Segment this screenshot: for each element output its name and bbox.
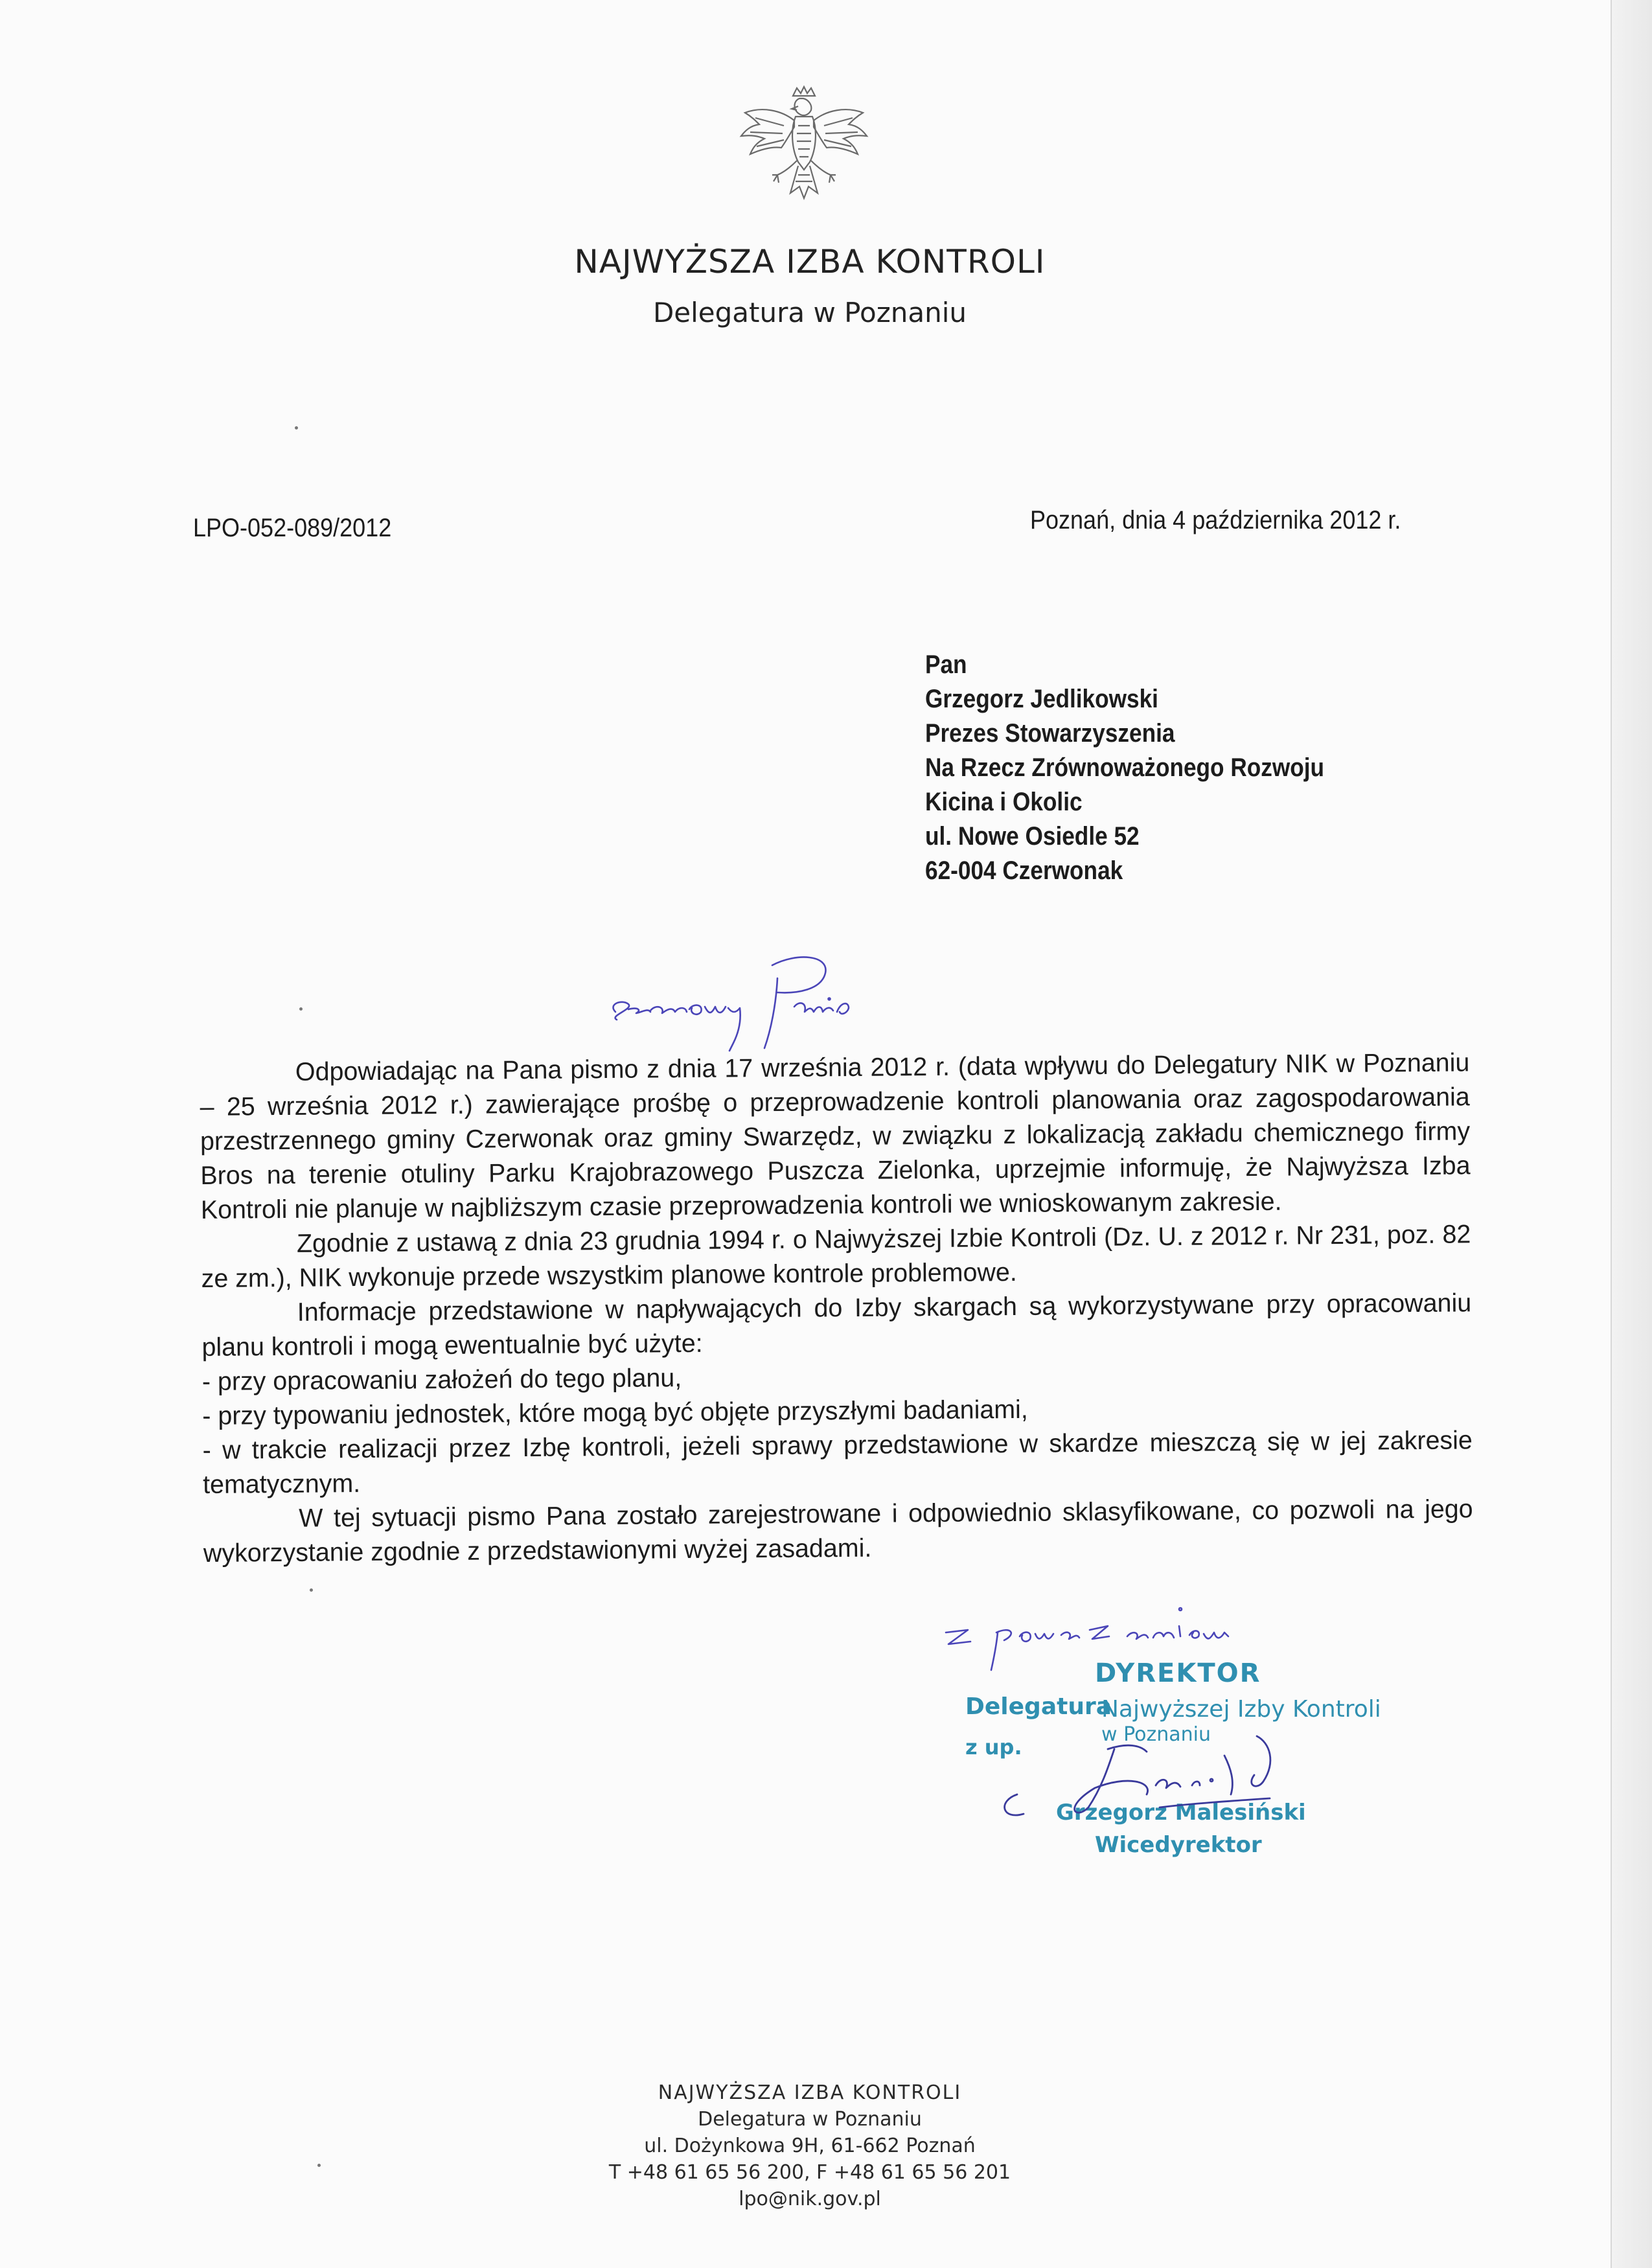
- body-paragraph: Informacje przedstawione w napływających do Izby skargach są wykorzystywane przy opracowaniu planu kontroli i mogą ewentualnie być użyte:: [201, 1289, 1472, 1362]
- body-paragraph: Odpowiadając na Pana pismo z dnia 17 września 2012 r. (data wpływu do Delegatury NIK w Poznaniu – 25 września 2012 r.) zawierające prośbę o przeprowadzenie kontroli planowania oraz zagospodarowania przestrzennego gminy Czerwonak oraz gminy Swarzędz, w związku z lokalizacją zakładu chemicznego firmy Bros na terenie otuliny Parku Krajobrazowego Puszcza Zielonka, uprzejmie informuję, że Najwyższa Izba Kontroli nie planuje w najbliższym czasie przeprowadzenia kontroli we wnioskowanym zakresie.: [200, 1048, 1471, 1224]
- addressee-line: Pan: [925, 650, 967, 679]
- body-paragraph: W tej sytuacji pismo Pana zostało zarejestrowane i odpowiednio sklasyfikowane, co pozwoli na jego wykorzystanie zgodnie z przedstawionymi wyżej zasadami.: [203, 1495, 1473, 1568]
- organization-branch: Delegatura w Poznaniu: [652, 297, 967, 328]
- reference-number: LPO-052-089/2012: [193, 514, 392, 542]
- stamp-signatory-role: Wicedyrektor: [1095, 1832, 1262, 1858]
- body-bullet: - przy opracowaniu założeń do tego planu,: [201, 1364, 682, 1396]
- addressee-line: 62-004 Czerwonak: [925, 856, 1123, 885]
- stamp-signatory-name: Grzegorz Malesiński: [1056, 1800, 1306, 1826]
- handwritten-signature: [998, 1723, 1360, 1827]
- addressee-line: Na Rzecz Zrównoważonego Rozwoju: [925, 753, 1325, 782]
- body-bullet: - przy typowaniu jednostek, które mogą być objęte przyszłymi badaniami,: [202, 1395, 1028, 1430]
- body-paragraph: Zgodnie z ustawą z dnia 23 grudnia 1994 r. o Najwyższej Izbie Kontroli (Dz. U. z 2012 r. Nr 231, poz. 82 ze zm.), NIK wykonuje przede wszystkim planowe kontrole problemowe.: [201, 1220, 1471, 1293]
- stamp-title: DYREKTOR: [1095, 1658, 1261, 1688]
- stamp-org-line: w Poznaniu: [1101, 1723, 1211, 1746]
- footer-email: lpo@nik.gov.pl: [739, 2188, 881, 2210]
- addressee-block: [925, 648, 1324, 888]
- scan-speck: [310, 1588, 313, 1592]
- polish-eagle-emblem: [736, 84, 872, 227]
- footer-branch: Delegatura w Poznaniu: [698, 2108, 922, 2131]
- scan-page-edge: [1611, 0, 1652, 2268]
- body-bullet: - w trakcie realizacji przez Izbę kontroli, jeżeli sprawy przedstawione w skardze mieszczą się w jej zakresie tematycznym.: [202, 1426, 1473, 1499]
- scan-speck: [317, 2164, 321, 2167]
- stamp-org-line: Najwyższej Izby Kontroli: [1101, 1696, 1381, 1723]
- scan-speck: [295, 426, 298, 430]
- stamp-org-line: Delegatura: [965, 1693, 1112, 1720]
- scan-speck: [299, 1007, 303, 1011]
- letter-date: Poznań, dnia 4 października 2012 r.: [1030, 506, 1401, 534]
- footer-org-name: NAJWYŻSZA IZBA KONTROLI: [658, 2081, 962, 2104]
- handwritten-salutation: [602, 939, 1056, 1056]
- addressee-line: Prezes Stowarzyszenia: [925, 719, 1175, 748]
- organization-name: NAJWYŻSZA IZBA KONTROLI: [574, 243, 1046, 281]
- letter-footer: [0, 2079, 1620, 2212]
- addressee-line: ul. Nowe Osiedle 52: [925, 822, 1140, 851]
- addressee-line: Grzegorz Jedlikowski: [925, 685, 1158, 713]
- letter-body: [200, 1046, 1473, 1571]
- footer-phone-fax: T +48 61 65 56 200, F +48 61 65 56 201: [608, 2161, 1011, 2184]
- addressee-line: Kicina i Okolic: [925, 788, 1083, 816]
- footer-address: ul. Dożynkowa 9H, 61-662 Poznań: [644, 2135, 976, 2157]
- stamp-proxy: z up.: [965, 1735, 1022, 1759]
